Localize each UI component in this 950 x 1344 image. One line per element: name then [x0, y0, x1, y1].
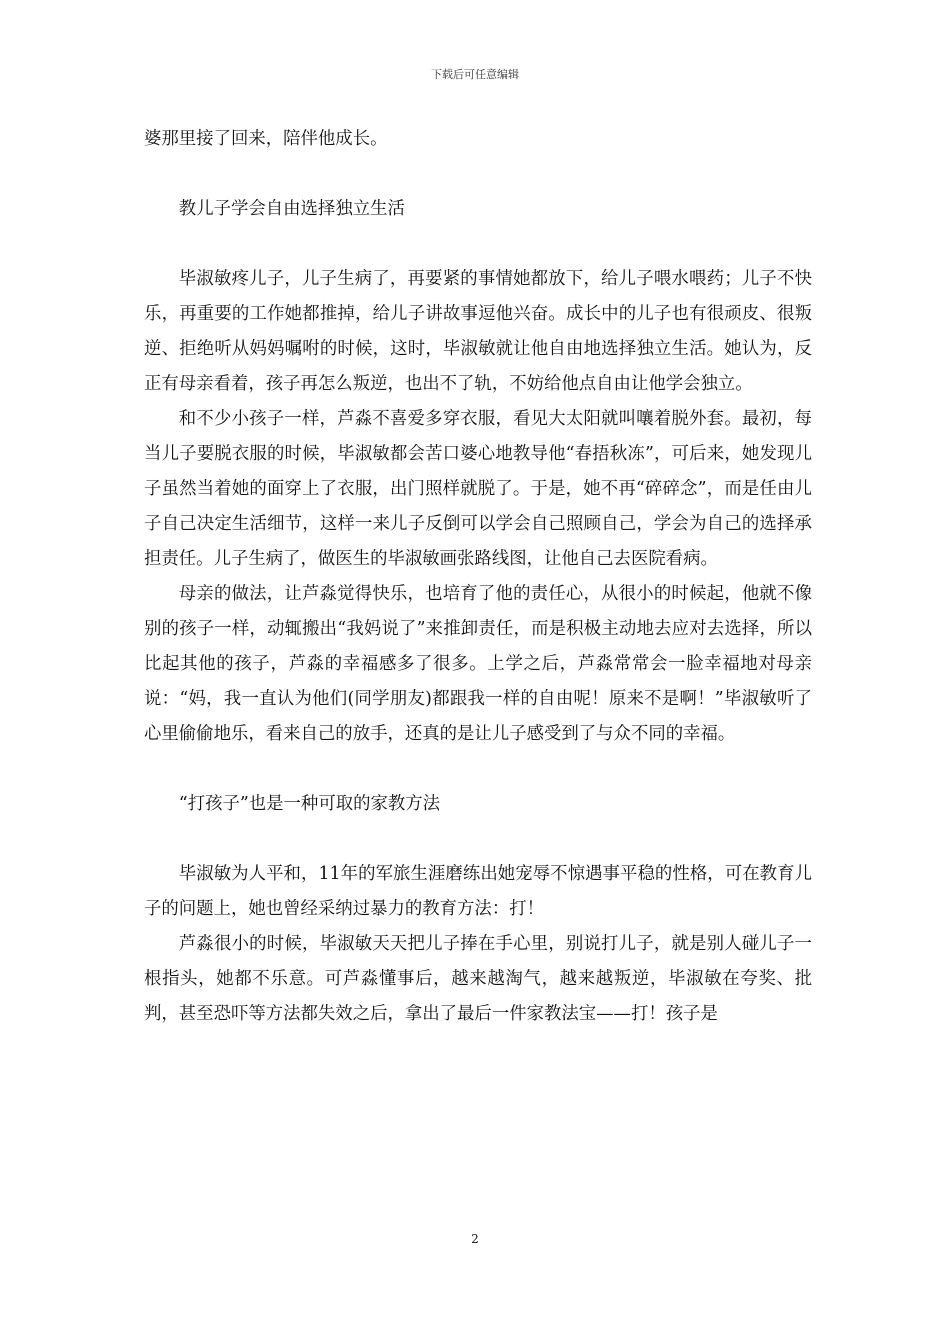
- spacer: [144, 822, 812, 857]
- spacer: [144, 752, 812, 787]
- section-heading-1: 教儿子学会自由选择独立生活: [178, 199, 405, 219]
- paragraph-5: 芦淼很小的时候，毕淑敏天天把儿子捧在手心里，别说打儿子，就是别人碰儿子一根指头，她都不乐意。可芦淼懂事后，越来越淘气，越来越叛逆，毕淑敏在夸奖、批判，甚至恐吓等方法都失效之后，拿出了最后一件家教法宝——打！孩子是: [144, 934, 812, 1024]
- spacer: [144, 227, 812, 262]
- document-body: [144, 122, 812, 1032]
- page-number: 2: [471, 1232, 479, 1246]
- page-header: 下载后可任意编辑: [431, 68, 519, 81]
- paragraph-4: 毕淑敏为人平和，11年的军旅生涯磨练出她宠辱不惊遇事平稳的性格，可在教育儿子的问题上，她也曾经采纳过暴力的教育方法：打！: [144, 864, 812, 919]
- paragraph-2: 和不少小孩子一样，芦淼不喜爱多穿衣服，看见大太阳就叫嚷着脱外套。最初，每当儿子要脱衣服的时候，毕淑敏都会苦口婆心地教导他“春捂秋冻”，可后来，她发现儿子虽然当着她的面穿上了衣服，出门照样就脱了。于是，她不再“碎碎念”，而是任由儿子自己决定生活细节，这样一来儿子反倒可以学会自己照顾自己，学会为自己的选择承担责任。儿子生病了，做医生的毕淑敏画张路线图，让他自己去医院看病。: [144, 409, 812, 569]
- spacer: [144, 157, 812, 192]
- paragraph-1: 毕淑敏疼儿子，儿子生病了，再要紧的事情她都放下，给儿子喂水喂药；儿子不快乐，再重要的工作她都推掉，给儿子讲故事逗他兴奋。成长中的儿子也有很顽皮、很叛逆、拒绝听从妈妈嘱咐的时候，这时，毕淑敏就让他自由地选择独立生活。她认为，反正有母亲看着，孩子再怎么叛逆，也出不了轨，不妨给他点自由让他学会独立。: [144, 269, 812, 394]
- section-heading-2: “打孩子”也是一种可取的家教方法: [178, 794, 441, 814]
- paragraph-continuation: 婆那里接了回来，陪伴他成长。: [144, 129, 388, 149]
- paragraph-3: 母亲的做法，让芦淼觉得快乐，也培育了他的责任心，从很小的时候起，他就不像别的孩子一样，动辄搬出“我妈说了”来推卸责任，而是积极主动地去应对去选择，所以比起其他的孩子，芦淼的幸福感多了很多。上学之后，芦淼常常会一脸幸福地对母亲说：“妈，我一直认为他们(同学朋友)都跟我一样的自由呢！原来不是啊！”毕淑敏听了心里偷偷地乐，看来自己的放手，还真的是让儿子感受到了与众不同的幸福。: [144, 584, 812, 744]
